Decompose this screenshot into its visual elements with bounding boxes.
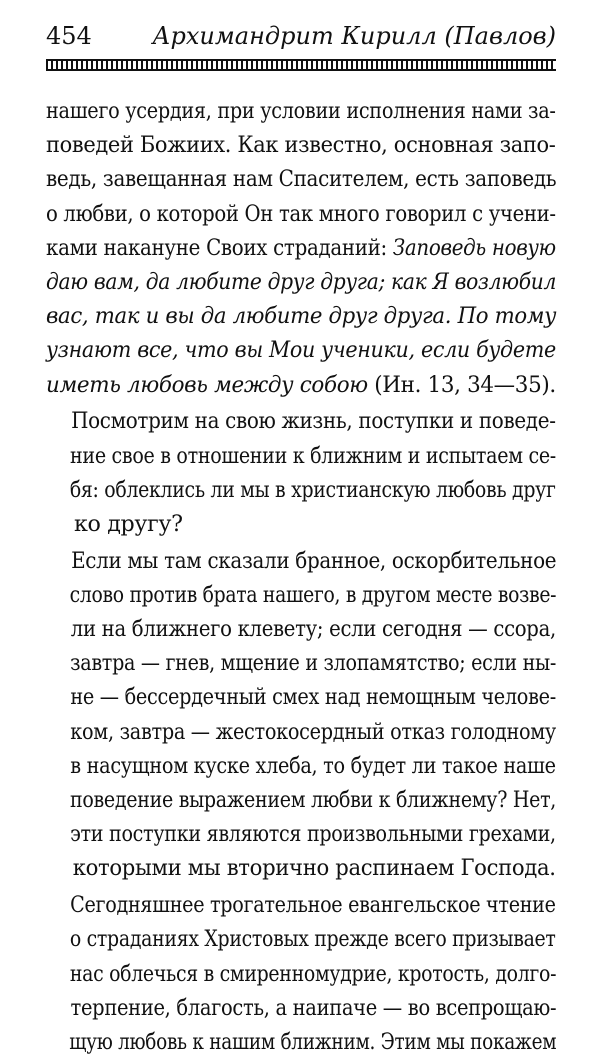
text-line: ком, завтра — жестокосердный отказ голодному (70, 718, 556, 745)
page-number: 454 (46, 22, 92, 50)
text-line: не — бессердечный смех над немощным челове- (70, 684, 556, 711)
text-line: ведь, завещанная нам Спасителем, есть заповедь (46, 166, 557, 193)
scripture-quote-line: даю вам, да любите друг друга; как Я возлюбил (46, 269, 557, 296)
text-line: поведение выражением любви к ближнему? Нет, (69, 787, 557, 814)
text-line: ко другу? (74, 510, 183, 537)
text-line: ние свое в отношении к ближним и испытаем се- (70, 442, 556, 469)
text-line: терпение, благость, а наипаче — во всепрощаю- (70, 994, 557, 1021)
text-line: в насущном куске хлеба, то будет ли такое наше (70, 752, 556, 779)
scripture-quote: Заповедь новую (392, 234, 556, 261)
text-line: эти поступки являются произвольными грехами, (70, 821, 556, 848)
header-divider (46, 59, 556, 71)
text-line: о любви, о которой Он так много говорил с учени- (46, 200, 556, 227)
text-segment: ками накануне Своих страданий: (46, 234, 393, 261)
text-line: нашего усердия, при условии исполнения нами за- (46, 98, 556, 124)
text-line: ли на ближнего клевету; если сегодня — ссора, (70, 616, 556, 643)
text-line: Если мы там сказали бранное, оскорбительное (71, 547, 557, 574)
paragraph-4 (46, 888, 556, 1059)
scripture-reference: (Ин. 13, 34—35). (367, 371, 556, 398)
text-line-mixed (46, 231, 556, 265)
text-line: щую любовь к нашим ближним. Этим мы покажем (69, 1028, 557, 1055)
scripture-quote-line: вас, так и вы да любите друг друга. По тому (46, 303, 557, 330)
text-line: о страданиях Христовых прежде всего призывает (69, 926, 556, 953)
text-line-mixed (46, 368, 556, 402)
scripture-quote: иметь любовь между собою (46, 371, 368, 398)
paragraph-3 (46, 544, 556, 886)
paragraph-1 (46, 94, 556, 402)
text-line: завтра — гнев, мщение и злопамятство; если ны- (70, 650, 557, 677)
running-title: Архимандрит Кирилл (Павлов) (152, 22, 556, 50)
scripture-quote-line: узнают все, что вы Мои ученики, если будете (46, 337, 556, 364)
text-line: которыми мы вторично распинаем Господа. (72, 855, 556, 882)
text-line: поведей Божиих. Как известно, основная запо- (46, 132, 556, 159)
text-line: Сегодняшнее трогательное евангельское чтение (70, 892, 556, 919)
text-line: бя: облеклись ли мы в христианскую любовь друг (69, 476, 556, 503)
body-text (46, 94, 556, 1062)
text-line: нас облечься в смиренномудрие, кротость, долго- (69, 960, 557, 987)
text-line: слово против брата нашего, в другом месте возве- (69, 581, 557, 608)
page-header (46, 22, 556, 56)
paragraph-2 (46, 404, 556, 541)
text-line: Посмотрим на свою жизнь, поступки и поведе- (71, 408, 556, 435)
